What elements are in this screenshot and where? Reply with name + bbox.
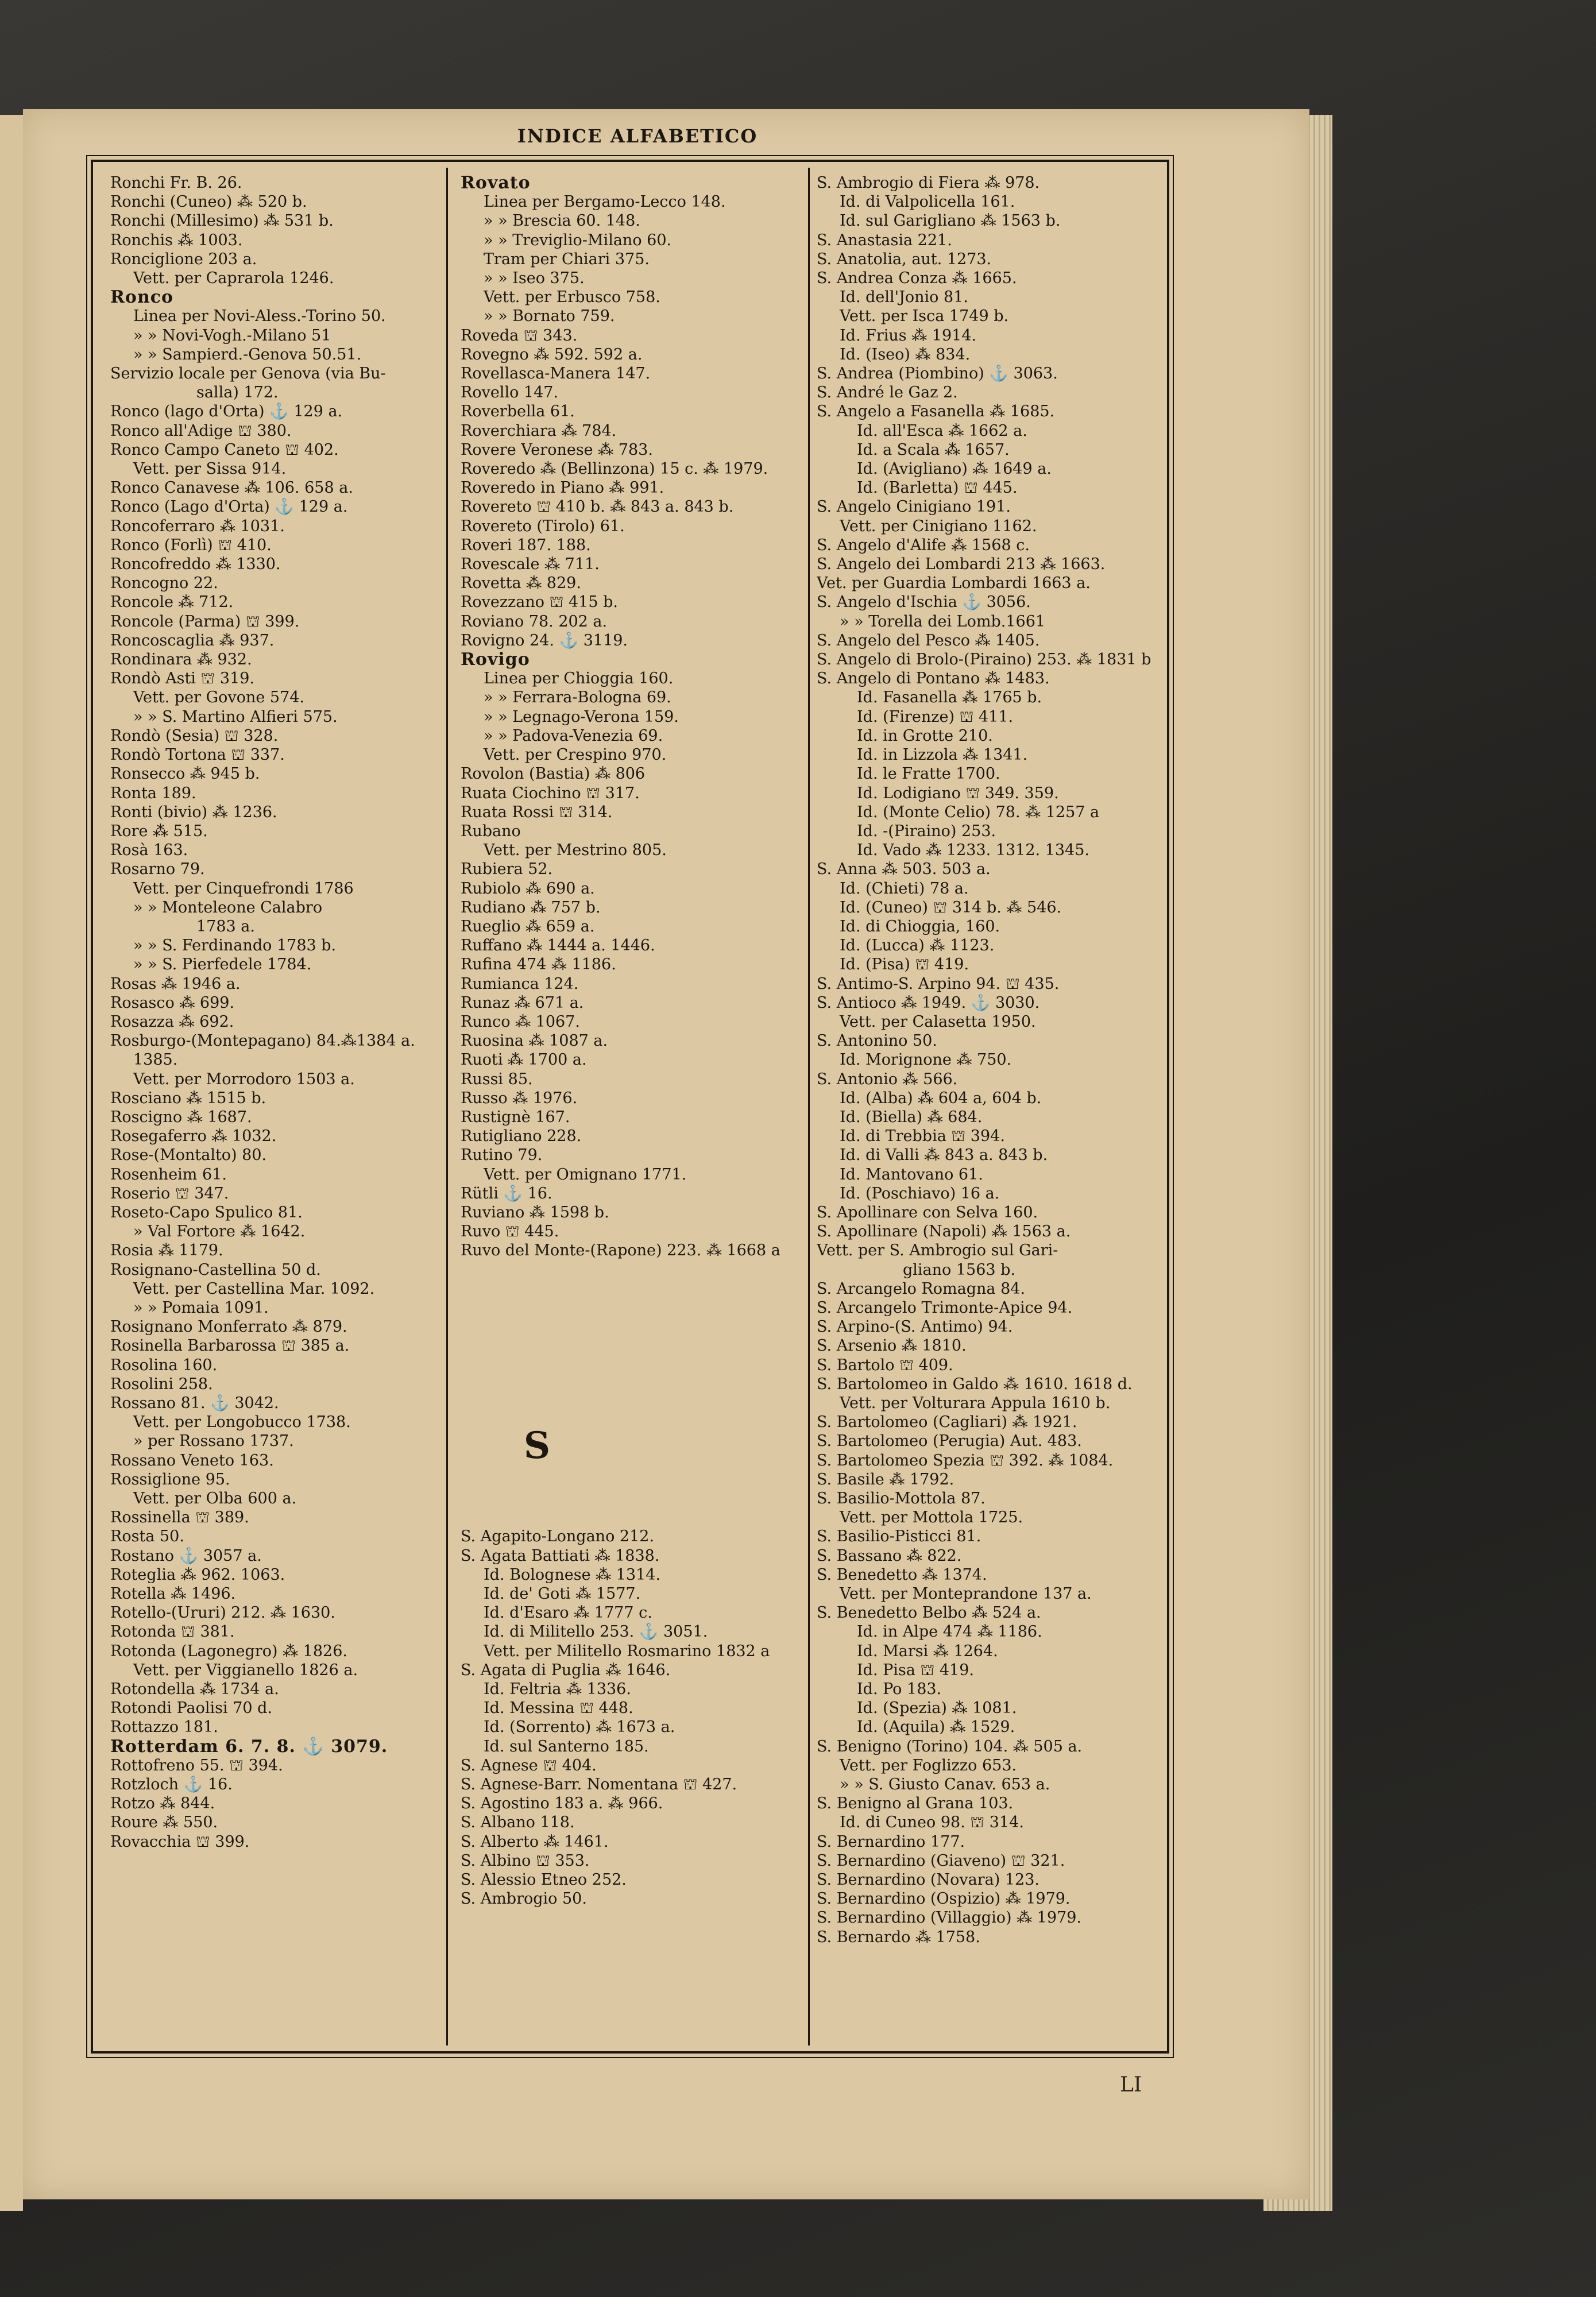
index-entry: Id. (Sorrento) ⁂ 1673 a. [484,1718,675,1737]
index-entry: Roncole ⁂ 712. [110,593,234,612]
index-entry: Rubiera 52. [461,860,553,879]
column-divider [808,168,810,2045]
index-entry: S. Angelo Cinigiano 191. [817,498,1011,516]
index-entry: Rotzloch ⚓ 16. [110,1776,233,1794]
index-entry: Vett. per Militello Rosmarino 1832 a [484,1642,770,1660]
index-entry [461,1317,799,1336]
index-entry: 1783 a. [196,917,255,935]
index-entry: Vett. per Calasetta 1950. [840,1012,1036,1031]
index-entry: Id. di Militello 253. ⚓ 3051. [484,1623,708,1641]
index-entry: Rondinara ⁂ 932. [110,651,252,669]
index-entry: S. Antioco ⁂ 1949. ⚓ 3030. [817,993,1040,1012]
index-entry: » » Torella dei Lomb.1661 [840,612,1046,631]
index-entry: Ronsecco ⁂ 945 b. [110,765,260,783]
index-entry: Id. di Cuneo 98. ⛫ 314. [840,1813,1024,1832]
index-entry: Rosasco ⁂ 699. [110,993,235,1012]
index-entry: S. Basile ⁂ 1792. [817,1470,954,1488]
index-entry: Id. in Grotte 210. [857,726,993,745]
index-entry: S. Bassano ⁂ 822. [817,1546,962,1565]
index-entry: Rossiglione 95. [110,1470,230,1488]
index-entry: Vett. per S. Ambrogio sul Gari- [817,1242,1058,1260]
index-entry: Ruviano ⁂ 1598 b. [461,1203,609,1221]
index-entry: S. Apollinare con Selva 160. [817,1203,1038,1221]
index-entry: salla) 172. [196,384,279,402]
index-entry: Roverchiara ⁂ 784. [461,421,617,440]
index-column-2 [461,173,799,2040]
index-entry: S. Benedetto ⁂ 1374. [817,1565,987,1584]
index-entry: S. Agapito-Longano 212. [461,1528,655,1546]
index-entry: Rubiolo ⁂ 690 a. [461,879,595,898]
index-entry [461,1375,799,1394]
index-entry: Rondò Asti ⛫ 319. [110,670,255,688]
index-entry: » » Treviglio-Milano 60. [484,231,672,249]
index-entry: S. Agata Battiati ⁂ 1838. [461,1546,660,1565]
index-entry: Vett. per Olba 600 a. [133,1490,297,1508]
index-entry: Id. Morignone ⁂ 750. [840,1051,1012,1069]
index-entry: S. Albano 118. [461,1813,575,1832]
index-entry: Ruvo del Monte-(Rapone) 223. ⁂ 1668 a [461,1242,780,1260]
index-entry: Roveda ⛫ 343. [461,326,578,345]
index-entry: S. Bartolomeo in Galdo ⁂ 1610. 1618 d. [817,1375,1133,1393]
index-entry: S. Angelo d'Ischia ⚓ 3056. [817,593,1031,612]
index-entry: » » Bornato 759. [484,307,615,326]
index-entry: S. Bartolomeo (Perugia) Aut. 483. [817,1432,1082,1451]
index-entry: » » Sampierd.-Genova 50.51. [133,345,362,364]
index-entry: Roncole (Parma) ⛫ 399. [110,612,300,631]
index-entry: Id. Feltria ⁂ 1336. [484,1680,631,1699]
index-entry: Roverbella 61. [461,403,575,421]
index-entry: Id. de' Goti ⁂ 1577. [484,1585,641,1603]
index-entry: Ronco (Forlì) ⛫ 410. [110,536,272,554]
index-entry: S. Agnese ⛫ 404. [461,1756,597,1774]
index-entry: Vett. per Morrodoro 1503 a. [133,1070,355,1088]
index-entry: Rostano ⚓ 3057 a. [110,1546,262,1565]
index-entry: Rosinella Barbarossa ⛫ 385 a. [110,1337,350,1355]
index-entry: Id. di Chioggia, 160. [840,917,1000,935]
index-entry: S. Benigno al Grana 103. [817,1795,1014,1813]
index-entry: Ruffano ⁂ 1444 a. 1446. [461,937,655,955]
index-heading: Rovato [461,173,531,193]
index-entry: Ronco (Lago d'Orta) ⚓ 129 a. [110,498,348,516]
index-entry: Roncofreddo ⁂ 1330. [110,555,281,574]
index-entry: Vett. per Foglizzo 653. [840,1756,1017,1774]
section-letter: S [523,1424,551,1467]
index-entry: gliano 1563 b. [903,1260,1016,1279]
index-entry: S. Ambrogio 50. [461,1890,587,1908]
index-entry: Id. all'Esca ⁂ 1662 a. [857,421,1027,440]
index-entry: Vett. per Govone 574. [133,689,305,707]
index-entry: Rosignano-Castellina 50 d. [110,1260,321,1279]
index-entry: S. Benigno (Torino) 104. ⁂ 505 a. [817,1737,1083,1755]
index-entry: Rufina 474 ⁂ 1186. [461,956,616,974]
index-entry: Ronchi Fr. B. 26. [110,174,242,192]
index-entry: S. Bernardo ⁂ 1758. [817,1928,980,1946]
index-entry: Ronchis ⁂ 1003. [110,231,243,249]
index-entry: » » S. Ferdinando 1783 b. [133,937,337,955]
index-entry [461,1279,799,1298]
index-entry: Roure ⁂ 550. [110,1813,218,1832]
index-entry: Rosciano ⁂ 1515 b. [110,1089,266,1107]
index-entry: » » Ferrara-Bologna 69. [484,689,671,707]
index-entry: Id. Mantovano 61. [840,1165,983,1184]
index-entry: 1385. [133,1051,178,1069]
index-entry: Rosarno 79. [110,860,205,879]
index-entry: Ronta 189. [110,784,196,802]
index-entry: Rovezzano ⛫ 415 b. [461,593,618,612]
index-entry: Ronco Canavese ⁂ 106. 658 a. [110,479,353,497]
index-entry: Vett. per Sissa 914. [133,460,287,478]
index-entry: Vett. per Mestrino 805. [484,841,667,860]
index-entry: Vett. per Volturara Appula 1610 b. [840,1394,1111,1412]
index-entry: Id. (Spezia) ⁂ 1081. [857,1699,1017,1718]
index-entry: S. Andrea (Piombino) ⚓ 3063. [817,365,1058,383]
index-entry: Rovello 147. [461,384,559,402]
index-entry: » » S. Martino Alfieri 575. [133,707,338,726]
index-frame [91,160,1169,2054]
index-entry: S. Albino ⛫ 353. [461,1851,590,1870]
index-entry: Ronciglione 203 a. [110,250,257,268]
index-entry [461,1336,799,1355]
index-entry: Id. Pisa ⛫ 419. [857,1661,974,1679]
index-entry: Ruata Rossi ⛫ 314. [461,803,613,821]
index-entry: Id. (Iseo) ⁂ 834. [840,345,971,364]
index-entry: Id. Fasanella ⁂ 1765 b. [857,689,1042,707]
index-entry: » » S. Giusto Canav. 653 a. [840,1776,1050,1794]
index-entry: Roteglia ⁂ 962. 1063. [110,1565,285,1584]
index-entry [461,1508,799,1527]
index-entry: Roscigno ⁂ 1687. [110,1108,252,1126]
column-divider [446,168,448,2045]
index-entry: S. Benedetto Belbo ⁂ 524 a. [817,1604,1041,1622]
index-entry: Id. (Barletta) ⛫ 445. [857,479,1018,497]
index-entry: Id. (Cuneo) ⛫ 314 b. ⁂ 546. [840,898,1062,917]
index-entry: Vett. per Erbusco 758. [484,288,660,307]
index-entry: Rumianca 124. [461,975,579,993]
index-entry: Runco ⁂ 1067. [461,1012,580,1031]
index-entry: Rondò (Sesia) ⛫ 328. [110,726,279,745]
index-entry: Rovereto ⛫ 410 b. ⁂ 843 a. 843 b. [461,498,734,516]
index-entry: Id. di Valpolicella 161. [840,193,1015,211]
index-entry: Tram per Chiari 375. [484,250,650,268]
index-entry: » Val Fortore ⁂ 1642. [133,1223,306,1241]
index-entry: S. Alberto ⁂ 1461. [461,1832,609,1851]
index-entry: Vett. per Monteprandone 137 a. [840,1585,1092,1603]
index-entry: Rovereto (Tirolo) 61. [461,517,625,535]
page-number: LI [1120,2073,1142,2097]
index-entry: Id. le Fratte 1700. [857,765,1000,783]
index-entry: Ronchi (Millesimo) ⁂ 531 b. [110,212,334,230]
index-entry: S. Agata di Puglia ⁂ 1646. [461,1661,671,1679]
index-entry: Rustignè 167. [461,1108,570,1126]
index-entry: Rovacchia ⛫ 399. [110,1832,250,1851]
index-entry: Rosegaferro ⁂ 1032. [110,1127,277,1146]
index-entry: Rotzo ⁂ 844. [110,1795,215,1813]
index-entry: Rosta 50. [110,1528,184,1546]
index-entry: Rottazzo 181. [110,1718,218,1737]
index-entry: Vett. per Omignano 1771. [484,1165,687,1184]
index-entry: Rosia ⁂ 1179. [110,1242,223,1260]
index-entry: » » Padova-Venezia 69. [484,726,663,745]
index-entry: Ronco Campo Caneto ⛫ 402. [110,440,339,459]
index-entry: » » Pomaia 1091. [133,1298,269,1317]
index-entry: Rovigno 24. ⚓ 3119. [461,631,628,649]
index-entry: Ruvo ⛫ 445. [461,1223,559,1241]
index-entry: S. Bernardino (Giaveno) ⛫ 321. [817,1851,1065,1870]
index-entry: Id. (Poschiavo) 16 a. [840,1184,1000,1202]
index-entry: Rondò Tortona ⛫ 337. [110,746,285,764]
index-entry: S. Bartolomeo Spezia ⛫ 392. ⁂ 1084. [817,1451,1114,1470]
index-entry: Id. (Alba) ⁂ 604 a, 604 b. [840,1089,1042,1107]
index-entry: S. Agostino 183 a. ⁂ 966. [461,1795,663,1813]
index-entry: S. Apollinare (Napoli) ⁂ 1563 a. [817,1223,1071,1241]
index-entry: Linea per Bergamo-Lecco 148. [484,193,726,211]
index-entry: Linea per Chioggia 160. [484,670,674,688]
index-entry: Roveredo ⁂ (Bellinzona) 15 c. ⁂ 1979. [461,460,768,478]
index-entry: Roseto-Capo Spulico 81. [110,1203,303,1221]
index-entry: » » Iseo 375. [484,269,585,288]
index-entry: Rudiano ⁂ 757 b. [461,898,601,917]
index-entry: Rosenheim 61. [110,1165,227,1184]
index-heading: Rovigo [461,649,530,670]
index-entry: Rossano 81. ⚓ 3042. [110,1394,279,1412]
index-entry: Rotonda (Lagonegro) ⁂ 1826. [110,1642,347,1660]
index-entry: Id. (Avigliano) ⁂ 1649 a. [857,460,1052,478]
index-entry: S. Basilio-Pisticci 81. [817,1528,981,1546]
index-entry: » » Novi-Vogh.-Milano 51 [133,326,331,345]
index-entry: Rotondella ⁂ 1734 a. [110,1680,279,1699]
index-heading: Ronco [110,287,174,308]
index-entry: Ruosina ⁂ 1087 a. [461,1032,608,1050]
index-entry: S. Angelo dei Lombardi 213 ⁂ 1663. [817,555,1106,574]
index-entry: S. Arpino-(S. Antimo) 94. [817,1318,1013,1336]
index-entry: Runaz ⁂ 671 a. [461,993,584,1012]
index-entry: Ronchi (Cuneo) ⁂ 520 b. [110,193,307,211]
index-entry: Vett. per Isca 1749 b. [840,307,1009,326]
index-entry: S. Arsenio ⁂ 1810. [817,1337,967,1355]
index-entry: S. Angelo di Brolo-(Piraino) 253. ⁂ 1831 b [817,651,1151,669]
index-entry: Rutino 79. [461,1146,543,1165]
index-entry: Id. Po 183. [857,1680,942,1699]
index-entry: Id. Messina ⛫ 448. [484,1699,633,1718]
index-entry: Id. in Alpe 474 ⁂ 1186. [857,1623,1042,1641]
index-entry: Vett. per Cinigiano 1162. [840,517,1037,535]
index-entry: Linea per Novi-Aless.-Torino 50. [133,307,386,326]
index-entry: » » Brescia 60. 148. [484,212,640,230]
index-entry: Rotella ⁂ 1496. [110,1585,236,1603]
index-entry: Rovetta ⁂ 829. [461,574,581,593]
index-heading: Rotterdam 6. 7. 8. ⚓ 3079. [110,1736,388,1757]
index-entry: Rueglio ⁂ 659 a. [461,917,595,935]
index-entry: S. Anastasia 221. [817,231,952,249]
index-entry: Rottofreno 55. ⛫ 394. [110,1756,283,1774]
previous-page-edge [0,115,23,2211]
index-entry: Id. d'Esaro ⁂ 1777 c. [484,1604,652,1622]
index-entry: Rose-(Montalto) 80. [110,1146,267,1165]
index-entry: S. Antonino 50. [817,1032,937,1050]
index-entry: Rotello-(Ururi) 212. ⁂ 1630. [110,1604,335,1622]
index-entry: Ronco all'Adige ⛫ 380. [110,421,292,440]
index-entry: Rossinella ⛫ 389. [110,1509,249,1527]
index-entry: Rovegno ⁂ 592. 592 a. [461,345,643,364]
index-entry: Rovescale ⁂ 711. [461,555,600,574]
index-entry: S. Ambrogio di Fiera ⁂ 978. [817,174,1040,192]
index-entry: Id. (Biella) ⁂ 684. [840,1108,983,1126]
index-entry: S. André le Gaz 2. [817,384,958,402]
index-entry: Vett. per Mottola 1725. [840,1509,1023,1527]
index-entry: Vett. per Castellina Mar. 1092. [133,1279,375,1298]
index-entry: Rütli ⚓ 16. [461,1184,552,1202]
index-entry [461,1489,799,1508]
index-entry: S. Angelo d'Alife ⁂ 1568 c. [817,536,1030,554]
index-entry: Rotondi Paolisi 70 d. [110,1699,273,1718]
index-entry: Id. (Monte Celio) 78. ⁂ 1257 a [857,803,1100,821]
index-entry [461,1260,799,1279]
index-entry: S. Bernardino (Novara) 123. [817,1871,1039,1889]
index-entry: Rovolon (Bastia) ⁂ 806 [461,765,646,783]
index-entry: Vett. per Cinquefrondi 1786 [133,879,354,898]
index-entry: Rubano [461,822,521,840]
index-entry: S. Antonio ⁂ 566. [817,1070,958,1088]
index-entry: Id. (Chieti) 78 a. [840,879,969,898]
index-entry: S. Bartolomeo (Cagliari) ⁂ 1921. [817,1413,1077,1432]
index-entry: Roveredo in Piano ⁂ 991. [461,479,664,497]
index-entry [461,1394,799,1413]
index-entry: Id. a Scala ⁂ 1657. [857,440,1010,459]
index-entry: Id. (Firenze) ⛫ 411. [857,707,1014,726]
index-entry: Vet. per Guardia Lombardi 1663 a. [817,574,1091,593]
index-entry: Roviano 78. 202 a. [461,612,608,631]
index-entry: Rosolina 160. [110,1356,218,1374]
index-entry: S. Anna ⁂ 503. 503 a. [817,860,991,879]
index-entry: Roveri 187. 188. [461,536,591,554]
index-entry: Roserio ⛫ 347. [110,1184,229,1202]
index-entry: Ruata Ciochino ⛫ 317. [461,784,640,802]
index-entry: Id. Lodigiano ⛫ 349. 359. [857,784,1059,802]
index-entry: Rovellasca-Manera 147. [461,365,651,383]
index-entry: Vett. per Longobucco 1738. [133,1413,351,1432]
index-entry: Id. Marsi ⁂ 1264. [857,1642,998,1660]
index-entry: Rore ⁂ 515. [110,822,208,840]
index-entry: Rosignano Monferrato ⁂ 879. [110,1318,347,1336]
index-entry: Rosolini 258. [110,1375,213,1393]
index-entry: Rosas ⁂ 1946 a. [110,975,241,993]
index-entry: S. Angelo a Fasanella ⁂ 1685. [817,403,1055,421]
index-entry: S. Alessio Etneo 252. [461,1871,627,1889]
index-entry: S. Arcangelo Romagna 84. [817,1279,1026,1298]
index-entry: Rutigliano 228. [461,1127,582,1146]
index-entry: Id. (Pisa) ⛫ 419. [840,956,969,974]
index-entry: Rosazza ⁂ 692. [110,1012,234,1031]
index-entry [461,1356,799,1375]
index-entry: Id. dell'Jonio 81. [840,288,968,307]
index-entry: » per Rossano 1737. [133,1432,294,1451]
index-entry: » » Monteleone Calabro [133,898,323,917]
index-entry: Rosà 163. [110,841,188,860]
index-entry: S. Arcangelo Trimonte-Apice 94. [817,1298,1073,1317]
index-entry: Rotonda ⛫ 381. [110,1623,235,1641]
index-entry: Id. sul Garigliano ⁂ 1563 b. [840,212,1061,230]
index-entry: Ronti (bivio) ⁂ 1236. [110,803,277,821]
index-entry: Russi 85. [461,1070,533,1088]
index-entry: S. Angelo del Pesco ⁂ 1405. [817,631,1040,649]
index-entry: Roncogno 22. [110,574,218,593]
index-entry: S. Angelo di Pontano ⁂ 1483. [817,670,1050,688]
index-entry: » » Legnago-Verona 159. [484,707,679,726]
index-entry: Id. sul Santerno 185. [484,1737,649,1755]
index-entry: Ruoti ⁂ 1700 a. [461,1051,587,1069]
index-entry: Id. in Lizzola ⁂ 1341. [857,746,1028,764]
index-entry: Id. -(Piraino) 253. [857,822,996,840]
index-entry [461,1298,799,1317]
index-entry: Id. (Lucca) ⁂ 1123. [840,937,995,955]
index-entry [461,1470,799,1489]
index-entry: Rovere Veronese ⁂ 783. [461,440,653,459]
index-entry: Roncoferraro ⁂ 1031. [110,517,285,535]
index-entry: S. Antimo-S. Arpino 94. ⛫ 435. [817,975,1060,993]
index-entry: Servizio locale per Genova (via Bu- [110,365,386,383]
index-entry: S. Bernardino (Villaggio) ⁂ 1979. [817,1909,1081,1927]
index-entry: S. Andrea Conza ⁂ 1665. [817,269,1017,288]
index-entry: Vett. per Crespino 970. [484,746,667,764]
index-entry: Ronco (lago d'Orta) ⚓ 129 a. [110,403,343,421]
index-entry: Id. Bolognese ⁂ 1314. [484,1565,661,1584]
index-entry: Id. di Valli ⁂ 843 a. 843 b. [840,1146,1048,1165]
index-column-3 [817,173,1161,2040]
index-entry: S. Basilio-Mottola 87. [817,1490,986,1508]
index-entry: S. Bernardino 177. [817,1832,965,1851]
page-title: INDICE ALFABETICO [517,125,758,147]
index-entry: S. Agnese-Barr. Nomentana ⛫ 427. [461,1776,737,1794]
index-entry: Russo ⁂ 1976. [461,1089,578,1107]
index-entry: Id. (Aquila) ⁂ 1529. [857,1718,1015,1737]
index-entry: Id. di Trebbia ⛫ 394. [840,1127,1005,1146]
index-entry: S. Anatolia, aut. 1273. [817,250,992,268]
index-entry: Id. Frius ⁂ 1914. [840,326,977,345]
index-entry: Rosburgo-(Montepagano) 84.⁂1384 a. [110,1032,415,1050]
index-entry: Rossano Veneto 163. [110,1451,274,1470]
index-entry: Vett. per Viggianello 1826 a. [133,1661,358,1679]
index-entry: S. Bernardino (Ospizio) ⁂ 1979. [817,1890,1071,1908]
index-entry: Vett. per Caprarola 1246. [133,269,334,288]
index-entry: Roncoscaglia ⁂ 937. [110,631,275,649]
index-entry: » » S. Pierfedele 1784. [133,956,312,974]
index-entry: S. Bartolo ⛫ 409. [817,1356,953,1374]
index-column-1 [110,173,432,2040]
index-entry: Id. Vado ⁂ 1233. 1312. 1345. [857,841,1089,860]
